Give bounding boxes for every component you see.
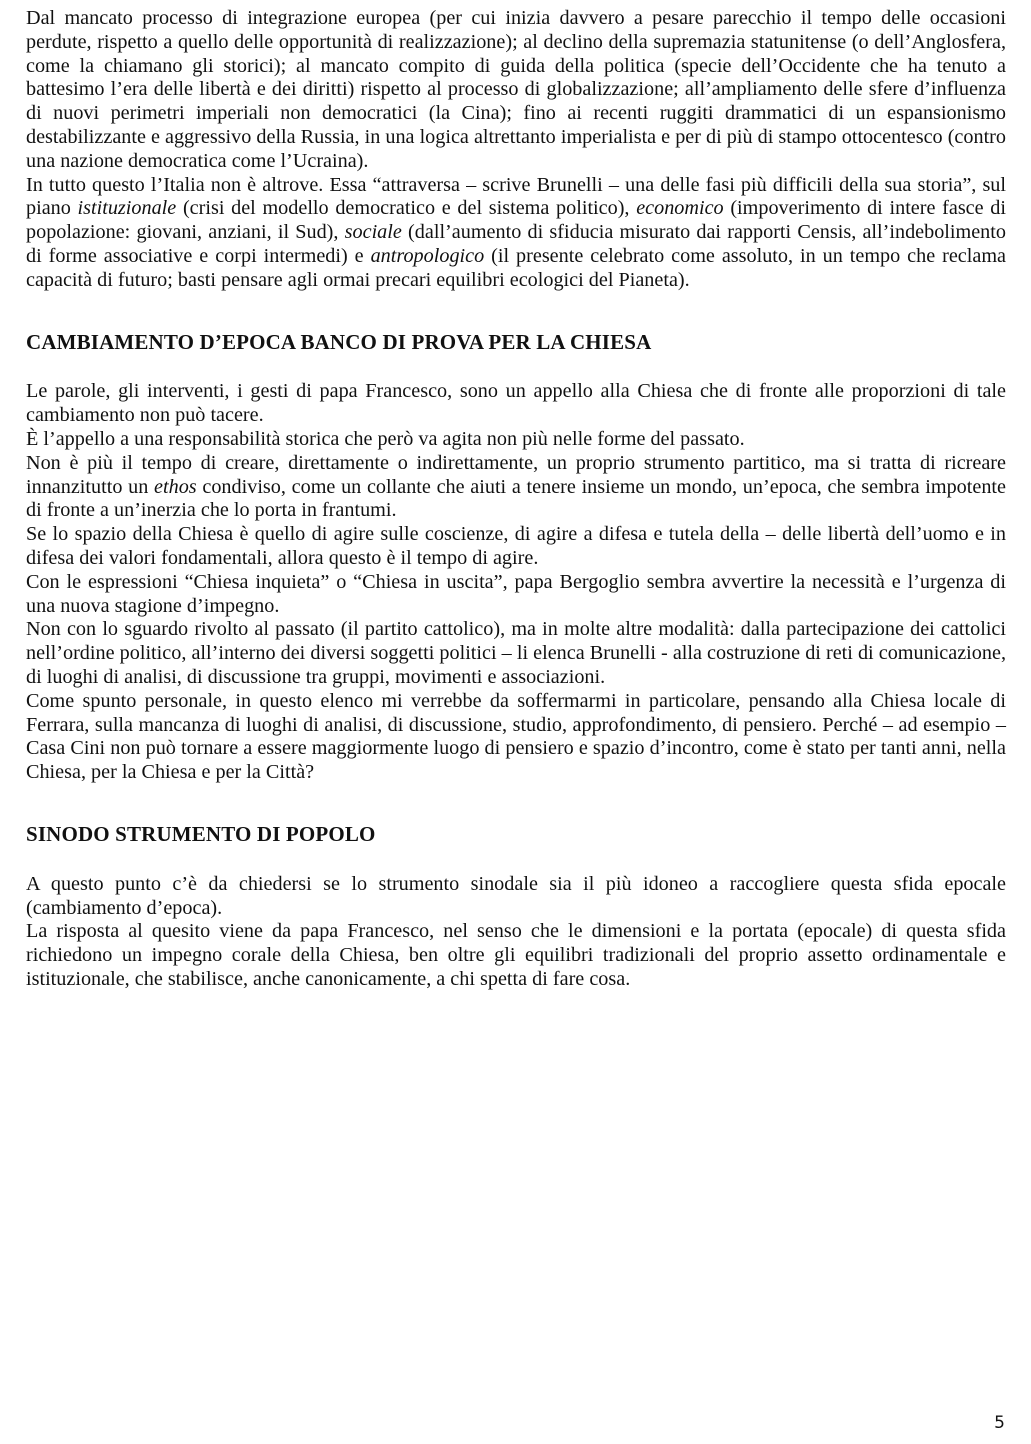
paragraph: Dal mancato processo di integrazione europea (per cui inizia davvero a pesare parecchio il tempo delle occasioni perdute, rispetto a quello delle opportunità di realizzazione); al declino della supremazia statunitense (o dell’Anglosfera, come la chiamano gli storici); al mancato compito di guida della politica (specie dell’Occidente che ha tenuto a battesimo l’era delle libertà e dei diritti) rispetto al processo di globalizzazione; all’ampliamento delle sfere d’influenza di nuovi perimetri imperiali non democratici (la Cina); fino ai recenti ruggiti drammatici di un espansionismo destabilizzante e aggressivo della Russia, in una logica altrettanto imperialista e per di più di stampo ottocentesco (contro una nazione democratica come l’Ucraina).	[26, 7, 1006, 172]
paragraph: Non è più il tempo di creare, direttamente o indirettamente, un proprio strumento partitico, ma si tratta di ricreare innanzitutto un ethos condiviso, come un collante che aiuti a tenere insieme un mondo, un’epoca, che sembra impotente di fronte a un’inerzia che lo porta in frantumi.	[26, 451, 1006, 522]
paragraph: Con le espressioni “Chiesa inquieta” o “Chiesa in uscita”, papa Bergoglio sembra avvertire la necessità e l’urgenza di una nuova stagione d’impegno.	[26, 570, 1006, 617]
emphasis: antropologico	[370, 244, 485, 267]
emphasis: istituzionale	[77, 197, 177, 220]
paragraph: È l’appello a una responsabilità storica che però va agita non più nelle forme del passato.	[26, 427, 745, 450]
paragraph: In tutto questo l’Italia non è altrove. Essa “attraversa – scrive Brunelli – una delle fasi più difficili della sua storia”, sul piano istituzionale (crisi del modello democratico e del sistema politico), economico (impoverimento di intere fasce di popolazione: giovani, anziani, il Sud), sociale (dall’aumento di sfiducia misurato dai rapporti Censis, all’indebolimento di forme associative e corpi intermedi) e antropologico (il presente celebrato come assoluto, in un tempo che reclama capacità di futuro; basti pensare agli ormai precari equilibri ecologici del Pianeta).	[26, 173, 1006, 291]
page-number: 5	[994, 1413, 1005, 1433]
emphasis: sociale	[344, 221, 402, 244]
paragraph: La risposta al quesito viene da papa Francesco, nel senso che le dimensioni e la portata (epocale) di questa sfida richiedono un impegno corale della Chiesa, ben oltre gli equilibri tradizionali del proprio assetto ordinamentale e istituzionale, che stabilisce, anche canonicamente, a chi spetta di fare cosa.	[26, 920, 1006, 990]
paragraph: A questo punto c’è da chiedersi se lo strumento sinodale sia il più idoneo a raccogliere questa sfida epocale (cambiamento d’epoca).	[26, 872, 1006, 919]
emphasis: economico	[636, 197, 724, 220]
paragraph: Le parole, gli interventi, i gesti di papa Francesco, sono un appello alla Chiesa che di fronte alle proporzioni di tale cambiamento non può tacere.	[26, 380, 1006, 427]
paragraph: Come spunto personale, in questo elenco mi verrebbe da soffermarmi in particolare, pensando alla Chiesa locale di Ferrara, sulla mancanza di luoghi di analisi, di discussione, studio, approfondimento, di pensiero. Perché – ad esempio – Casa Cini non può tornare a essere maggiormente luogo di pensiero e spazio d’incontro, come è stato per tanti anni, nella Chiesa, per la Chiesa e per la Città?	[26, 689, 1006, 784]
paragraph: Non con lo sguardo rivolto al passato (il partito cattolico), ma in molte altre modalità: dalla partecipazione dei cattolici nell’ordine politico, all’interno dei diversi soggetti politici – li elenca Brunelli - alla costruzione di reti di comunicazione, di luoghi di analisi, di discussione tra gruppi, movimenti e associazioni.	[26, 618, 1006, 688]
paragraph: Se lo spazio della Chiesa è quello di agire sulle coscienze, di agire a difesa e tutela della – delle libertà dell’uomo e in difesa dei valori fondamentali, allora questo è il tempo di agire.	[26, 523, 1006, 569]
section-heading: CAMBIAMENTO D’EPOCA BANCO DI PROVA PER LA CHIESA	[26, 329, 652, 354]
emphasis: ethos	[154, 475, 197, 498]
section-heading: SINODO STRUMENTO DI POPOLO	[26, 821, 376, 846]
document-page	[26, 7, 1006, 992]
